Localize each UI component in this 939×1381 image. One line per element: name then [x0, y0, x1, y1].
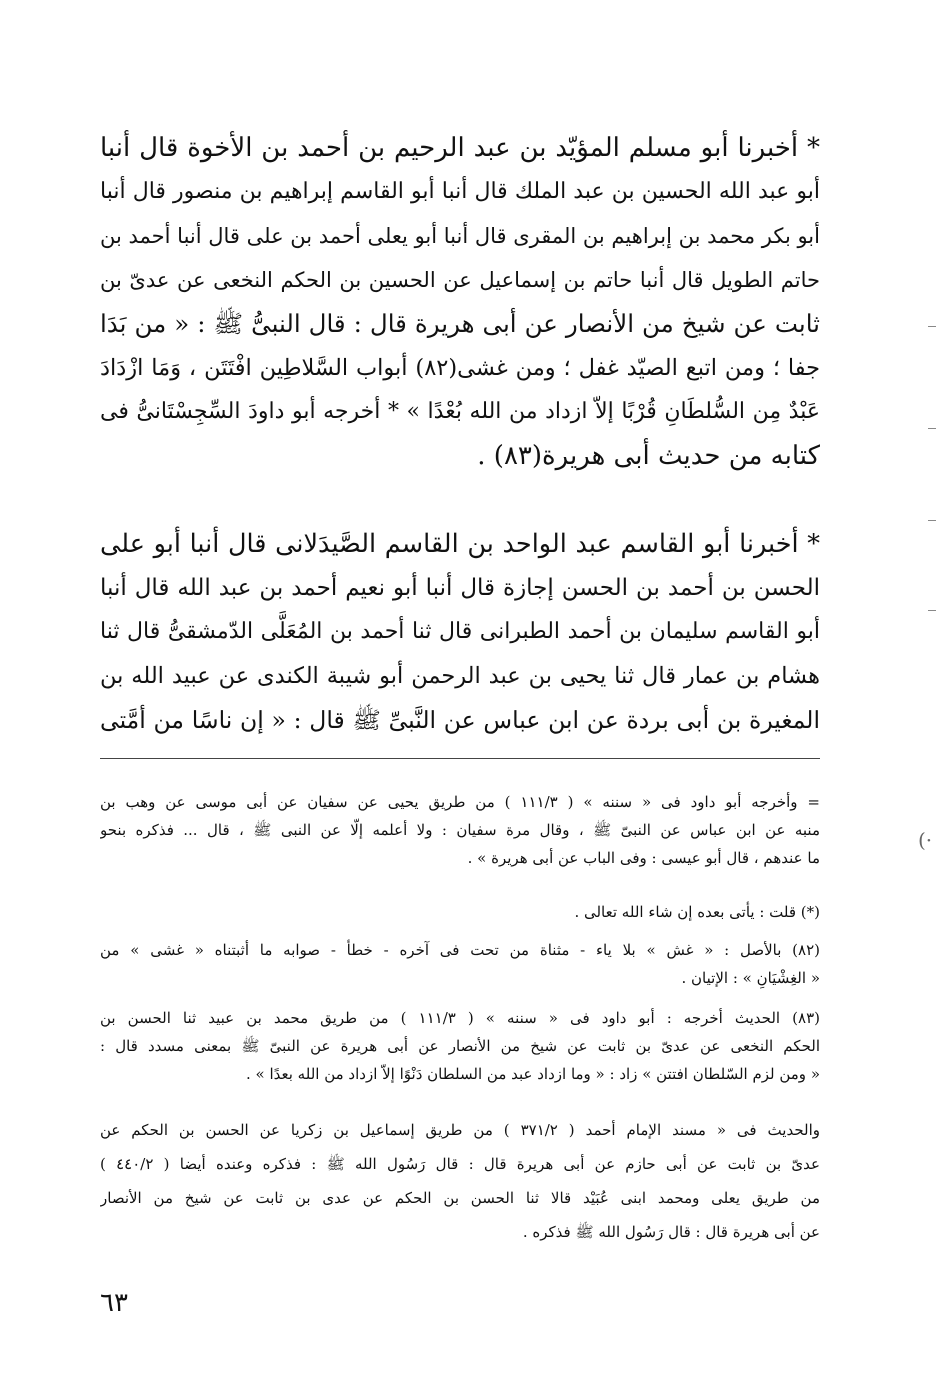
text-line: جفا ؛ ومن اتبع الصيّد غفل ؛ ومن غشى(٨٢) أبواب السَّلاطِين افْتَتَن ، وَمَا ازْدَادَ: [100, 355, 820, 381]
footnote-83-cont-line: عن أبى هريرة قال : قال رَسُول الله ﷺ فذكره .: [522, 1223, 820, 1241]
text-line: ثابت عن شيخ من الأنصار عن أبى هريرة قال : قال النبىُّ ﷺ : « من بَدَا: [100, 309, 820, 338]
text-line: المغيرة بن أبى بردة عن ابن عباس عن النَّبىِّ ﷺ قال : « إن ناسًا من أمَّتى: [100, 706, 820, 734]
footnote-star: (*) قلت : يأتى بعده إن شاء الله تعالى .: [574, 903, 820, 921]
text-line: حاتم الطويل قال أنبا حاتم بن إسماعيل عن الحسين بن الحكم النخعى عن عدىّ بن: [100, 268, 820, 292]
footnote-82-line: « الغِشْيَانِ » : الإتيان .: [681, 969, 820, 987]
margin-mark: [928, 326, 936, 327]
page-number: ٦٣: [100, 1288, 128, 1318]
footnote-line: منبه عن ابن عباس عن النبىّ ﷺ ، وقال مرة سفيان : ولا أعلمه إلّا عن النبى ﷺ ، قال ... فذكره بنحو: [100, 821, 820, 839]
margin-mark: [928, 520, 936, 521]
text-line: عَبْدٌ مِن السُّلطَانِ قُرْبًا إلاّ ازداد من الله بُعْدًا » * أخرجه أبو داودَ السِّجِسْتَانىُّ فى: [100, 399, 820, 424]
text-line: أبو بكر محمد بن إبراهيم بن المقرى قال أنبا أبو يعلى أحمد بن على قال أنبا أحمد بن: [100, 224, 820, 248]
text-line: الحسن بن أحمد بن الحسن إجازة قال أنبا أبو نعيم أحمد بن عبد الله قال أنبا: [100, 575, 820, 601]
footnote-83-cont-line: والحديث فى « مسند الإمام أحمد ( ٣٧١/٢ ) من طريق إسماعيل بن زكريا عن الحسن بن الحكم عن: [100, 1121, 820, 1139]
margin-mark: [928, 428, 936, 429]
footnote-83-line: الحكم النخعى عن عدىّ بن ثابت عن شيخ من الأنصار عن أبى هريرة عن النبىّ ﷺ بمعنى مسدد قال :: [100, 1037, 820, 1055]
footnote-83-cont-line: من طريق يعلى ومحمد ابنى عُبَيْد قالا ثنا الحسن بن الحكم عن عدى بن ثابت عن شيخ من الأنصار: [100, 1189, 820, 1207]
footnote-line: ما عندهم ، قال أبو عيسى : وفى الباب عن أبى هريرة » .: [467, 849, 820, 867]
text-line: * أخبرنا أبو مسلم المؤيّد بن عبد الرحيم بن أحمد بن الأخوة قال أنبا: [100, 133, 820, 163]
text-line: كتابه من حديث أبى هريرة(٨٣) .: [477, 441, 820, 471]
margin-mark: [928, 610, 936, 611]
text-line: هشام بن عمار قال ثنا يحيى بن عبد الرحمن أبو شيبة الكندى عن عبيد الله بن: [100, 663, 820, 689]
footnote-83-line: (٨٣) الحديث أخرجه : أبو داود فى « سننه » ( ١١١/٣ ) من طريق محمد بن عبيد ثنا الحسن بن: [100, 1009, 820, 1027]
footnote-line: = وأخرجه أبو داود فى « سننه » ( ١١١/٣ ) من طريق يحيى عن سفيان عن أبى موسى عن وهب بن: [100, 793, 820, 811]
footnote-83-cont-line: عدىّ بن ثابت عن أبى حازم عن أبى هريرة قال : قال رَسُول الله ﷺ : فذكره وعنده أيضا ( ٤٤٠/٢ ): [100, 1155, 820, 1173]
text-line: أبو القاسم سليمان بن أحمد الطبرانى قال ثنا أحمد بن المُعَلَّى الدّمشقىُّ قال ثنا: [100, 619, 820, 644]
footnote-separator: [100, 758, 820, 759]
margin-bracket: (·: [918, 828, 933, 852]
text-line: * أخبرنا أبو القاسم عبد الواحد بن القاسم الصَّيدَلانى قال أنبا أبو على: [100, 529, 820, 559]
footnote-83-line: « ومن لزم السّلطان افتتن » زاد : « وما ازداد عبد من السلطان دَنْوًا إلاّ ازداد من الله بعدًا » .: [245, 1065, 820, 1083]
footnote-82-line: (٨٢) بالأصل : « غش » بلا ياء - مثناة من تحت فى آخره - خطأ - صوابه ما أثبتناه « غشى » من: [100, 941, 820, 959]
text-line: أبو عبد الله الحسين بن عبد الملك قال أنبا أبو القاسم إبراهيم بن منصور قال أنبا: [100, 179, 820, 204]
